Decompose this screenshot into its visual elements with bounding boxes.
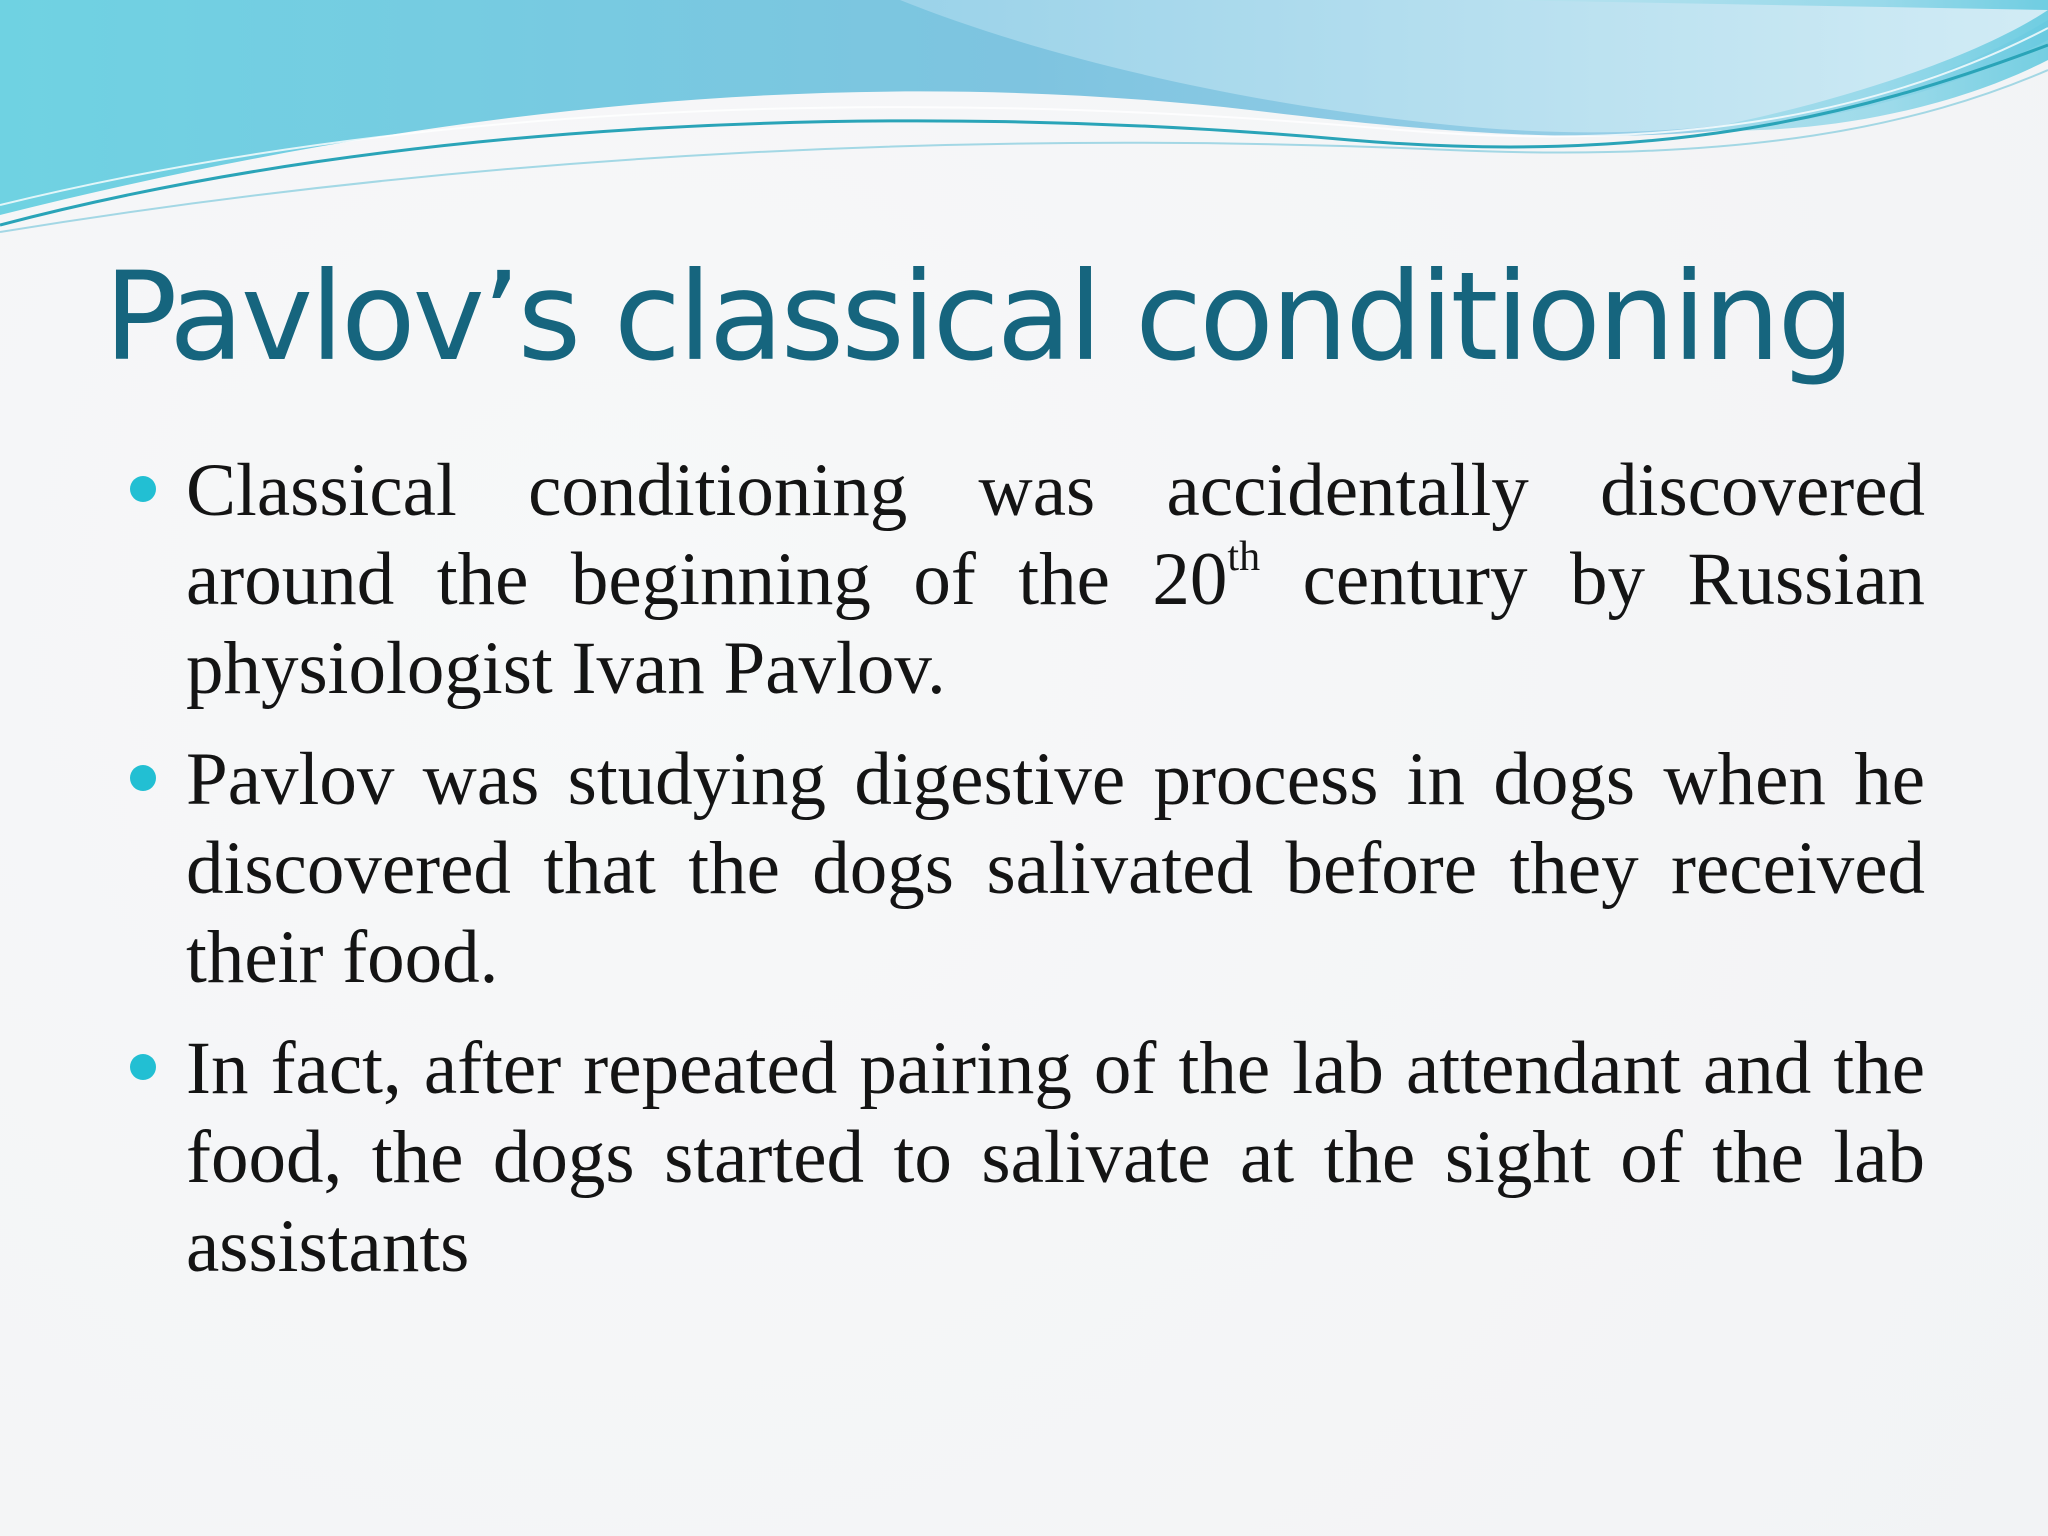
bullet-text: In fact, after repeated pairing of the lab attendant and the food, the dogs started to salivate at the sight of the lab assistants xyxy=(186,1027,1925,1288)
bullet-text-part: century by Russian physiologist Ivan Pavlov. xyxy=(186,538,1925,710)
bullet-superscript: th xyxy=(1227,534,1261,580)
bullet-dot-icon xyxy=(130,1054,156,1080)
slide-title: Pavlov’s classical conditioning xyxy=(104,246,1852,388)
bullet-list xyxy=(130,446,1925,1313)
bullet-dot-icon xyxy=(130,476,156,502)
bullet-dot-icon xyxy=(130,765,156,791)
bullet-item xyxy=(130,446,1925,713)
bullet-item xyxy=(130,735,1925,1002)
bullet-text-part: Classical conditioning was accidentally discovered around the beginning of the 20 xyxy=(186,449,1925,621)
bullet-item xyxy=(130,1024,1925,1291)
header-wave-decoration xyxy=(0,0,2048,240)
bullet-text: Pavlov was studying digestive process in dogs when he discovered that the dogs salivated before they received their food. xyxy=(186,738,1925,999)
